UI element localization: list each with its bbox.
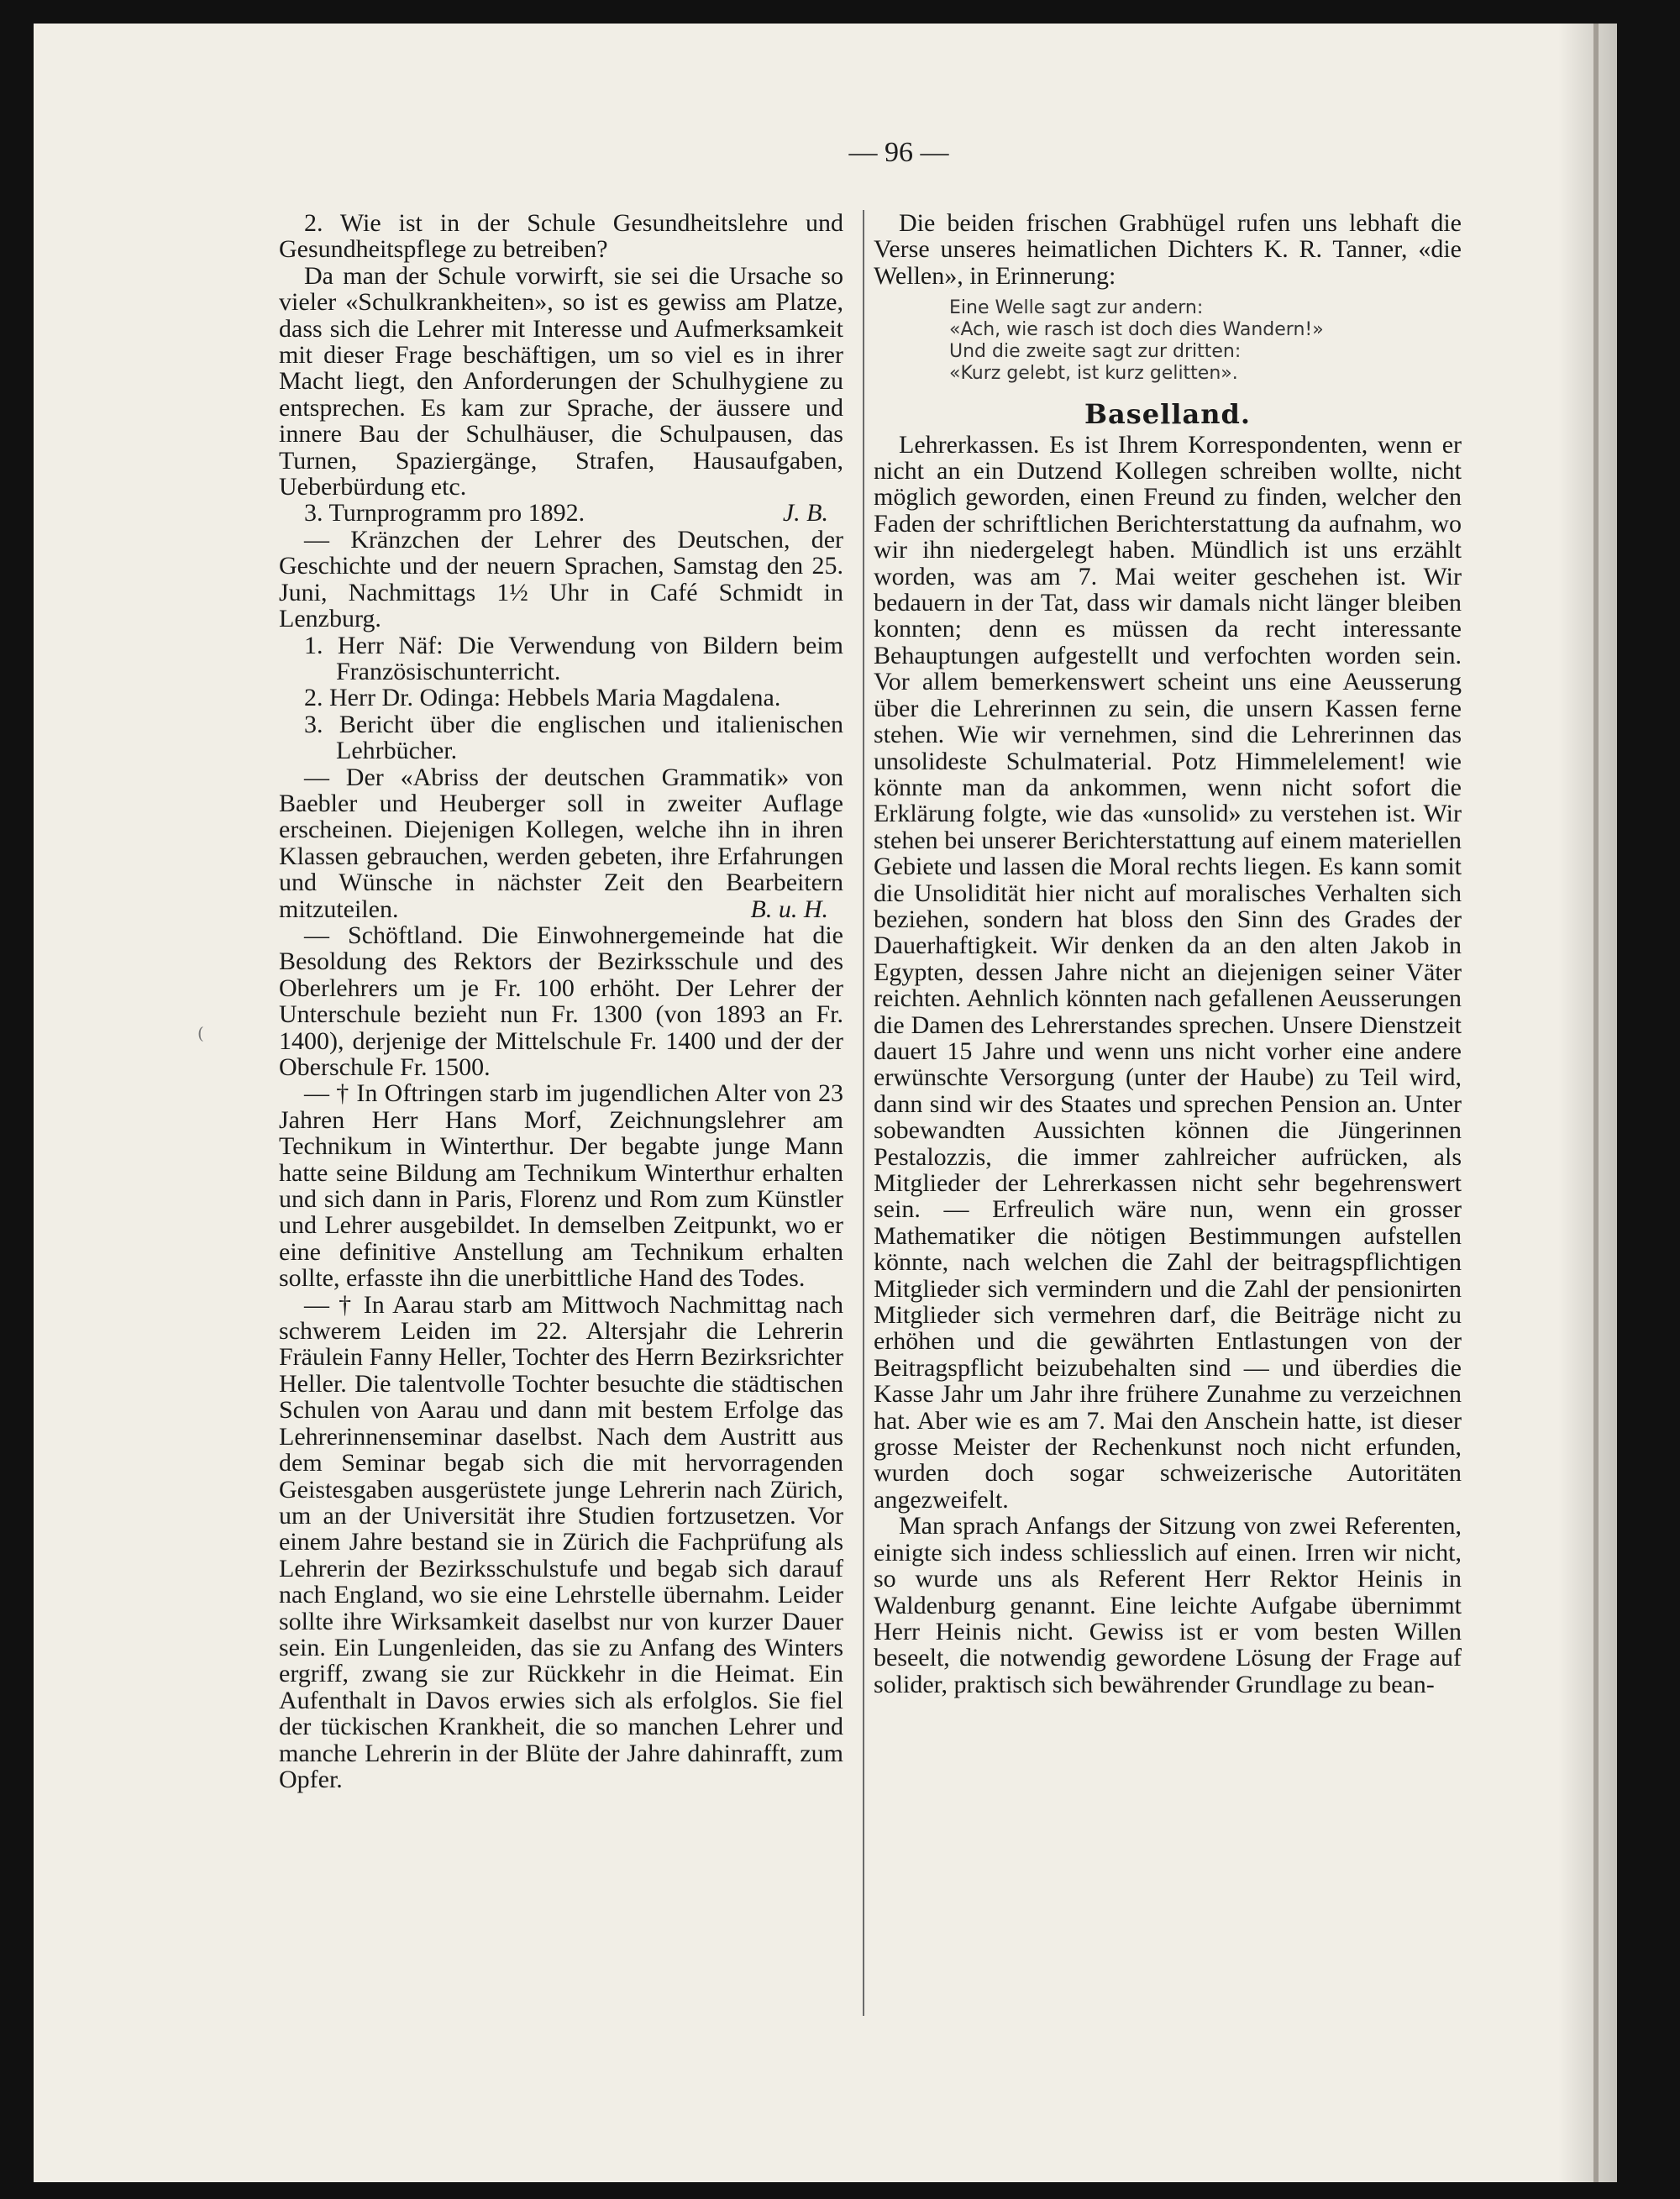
column-divider: [863, 210, 864, 2016]
newspaper-page: [34, 24, 1617, 2182]
left-paragraph-3-text: 3. Turnprogramm pro 1892.: [304, 499, 585, 527]
left-signature-jb: J. B.: [782, 499, 828, 527]
left-paragraph-5-text: — Der «Abriss der deutschen Grammatik» von Baebler und Heuberger soll in zweiter Auflage erscheinen. Diejenigen Kollegen, welche ihn in ihren Klassen gebrauchen, werden gebeten, ihre Erfahrungen und Wünsche in nächster Zeit den Bearbeitern mitzuteilen.: [279, 763, 843, 923]
left-signature-bh: B. u. H.: [750, 895, 828, 923]
left-paragraph-7: — † In Oftringen starb im jugendlichen Alter von 23 Jahren Herr Hans Morf, Zeichnungslehrer am Technikum in Winterthur. Der begabte junge Mann hatte seine Bildung am Technikum Winterthur erhalten und sich dann in Paris, Florenz und Rom zum Künstler und Lehrer ausgebildet. In demselben Zeitpunkt, wo er eine definitive Anstellung am Technikum erhalten sollte, erfasste ihn die unerbittliche Hand des Todes.: [279, 1079, 843, 1293]
right-paragraph-3: Man sprach Anfangs der Sitzung von zwei Referenten, einigte sich indess schliesslich auf einen. Irren wir nicht, so wurde uns als Referent Herr Rektor Heinis in Waldenburg genannt. Eine leichte Aufgabe übernimmt Herr Heinis nicht. Gewiss ist er vom besten Willen beseelt, die notwendig gewordene Lösung der Frage auf solider, praktisch sich bewährender Grundlage zu bean-: [874, 1512, 1462, 1698]
left-paragraph-2: Da man der Schule vorwirft, sie sei die Ursache so vieler «Schulkrankheiten», so ist es gewiss am Platze, dass sich die Lehrer mit Interesse und Aufmerksamkeit mit dieser Frage beschäftigen, um so viel es in ihrer Macht liegt, den Anforderungen der Schulhygiene zu entsprechen. Es kam zur Sprache, der äussere und innere Bau der Schulhäuser, die Schulpausen, das Turnen, Spaziergänge, Strafen, Hausaufgaben, Ueberbürdung etc.: [279, 261, 843, 501]
page-edge-shadow: [1558, 24, 1617, 2182]
margin-mark: (: [197, 1023, 204, 1043]
poem-line-2: «Ach, wie rasch ist doch dies Wandern!»: [949, 319, 1324, 341]
left-paragraph-4: — Kränzchen der Lehrer des Deutschen, der Geschichte und der neuern Sprachen, Samstag den 25. Juni, Nachmittags 1½ Uhr in Café Schmidt in Lenzburg.: [279, 525, 843, 633]
left-paragraph-1: 2. Wie ist in der Schule Gesundheitslehre und Gesundheitspflege zu betreiben?: [279, 209, 843, 264]
right-paragraph-1: Die beiden frischen Grabhügel rufen uns lebhaft die Verse unseres heimatlichen Dichters K. R. Tanner, «die Wellen», in Erinnerung:: [874, 209, 1462, 290]
poem-line-3: Und die zweite sagt zur dritten:: [949, 341, 1242, 363]
left-column: [279, 210, 843, 1792]
right-column: [874, 210, 1462, 1698]
left-paragraph-5: [279, 764, 843, 922]
right-paragraph-2: Lehrerkassen. Es ist Ihrem Korrespondenten, wenn er nicht an ein Dutzend Kollegen schreiben wollte, nicht möglich geworden, einen Freund zu finden, welcher den Faden der schriftlichen Berichterstattung da aufnahm, wo wir ihn niedergelegt haben. Mündlich ist uns erzählt worden, was am 7. Mai weiter geschehen ist. Wir bedauern in der Tat, dass wir damals nicht länger bleiben konnten; denn es müssen da recht interessante Behauptungen aufgestellt und verfochten worden sein. Vor allem bemerkenswert scheint uns eine Aeusserung über die Lehrerinnen zu sein, die unsern Kassen ferne stehen. Wie wir vernehmen, sind die Lehrerinnen das unsolideste Schulmaterial. Potz Himmelelement! wie könnte man da ankommen, wenn nicht sofort die Erklärung folgte, wie das «unsolid» zu verstehen ist. Wir stehen bei unserer Berichterstattung auf einem materiellen Gebiete und lassen die Moral rechts liegen. Es kann somit die Unsolidität hier nicht auf moralisches Verhalten sich beziehen, sondern hat bloss den Sinn des Grades der Dauerhaftigkeit. Wir denken da an den alten Jakob in Egypten, dessen Jahre nicht an diejenigen seiner Väter reichten. Aehnlich könnten nach gefallenen Aeusserungen die Damen des Lehrerstandes sprechen. Unsere Dienstzeit dauert 15 Jahre und wenn uns nicht vorher eine andere erwünschte Versorgung (unter der Haube) zu Teil wird, dann sind wir des Staates und sprechen Pension an. Unter sobewandten Aussichten können die Jüngerinnen Pestalozzis, die immer zahlreicher aufrücken, als Mitglieder der Lehrerkassen nicht sehr begehrenswert sein. — Erfreulich wäre nun, wenn ein grosser Mathematiker die nötigen Bestimmungen aufstellen könnte, nach welchen die Zahl der beitragspflichtigen Mitglieder sich vermindern und die Zahl der pensionirten Mitglieder sich vermehren darf, die Beiträge nicht zu erhöhen und die gewährten Entlastungen von der Beitragspflicht beizubehalten sind — und überdies die Kasse Jahr um Jahr ihre frühere Zunahme zu verzeichnen hat. Aber wie es am 7. Mai den Anschein hatte, ist dieser grosse Meister der Rechenkunst noch nicht erfunden, wurden doch sogar schweizerische Autoritäten angezweifelt.: [874, 430, 1462, 1514]
left-list-item-3: 3. Bericht über die englischen und italienischen Lehrbücher.: [304, 710, 843, 765]
left-paragraph-8: — † In Aarau starb am Mittwoch Nachmittag nach schwerem Leiden im 22. Altersjahr die Lehrerin Fräulein Fanny Heller, Tochter des Herrn Bezirksrichter Heller. Die talentvolle Tochter besuchte die städtischen Schulen von Aarau und dann mit bestem Erfolge das Lehrerinnenseminar daselbst. Nach dem Austritt aus dem Seminar begab sich die mit hervorragenden Geistesgaben ausgerüstete junge Lehrerin nach Zürich, um an der Universität ihre Studien fortzusetzen. Vor einem Jahre bestand sie in Zürich die Fachprüfung als Lehrerin der Bezirksschulstufe und begab sich darauf nach England, wo sie eine Lehrstelle übernahm. Leider sollte ihre Wirksamkeit daselbst nur von kurzer Dauer sein. Ein Lungenleiden, das sie zu Anfang des Winters ergriff, zwang sie zur Rückkehr in die Heimat. Ein Aufenthalt in Davos erwies sich als erfolglos. Sie fiel der tückischen Krankheit, die so manchen Lehrer und manche Lehrerin in der Blüte der Jahre dahinrafft, zum Opfer.: [279, 1290, 843, 1793]
poem-line-1: Eine Welle sagt zur andern:: [949, 297, 1204, 319]
poem: [874, 297, 1462, 385]
left-list-item-1: 1. Herr Näf: Die Verwendung von Bildern beim Französischunterricht.: [304, 631, 843, 685]
page-number: — 96 —: [848, 137, 949, 168]
binding-edge: [1593, 24, 1599, 2182]
left-paragraph-6: — Schöftland. Die Einwohnergemeinde hat die Besoldung des Rektors der Bezirksschule und des Oberlehrers um je Fr. 100 erhöht. Der Lehrer der Unterschule bezieht nun Fr. 1300 (von 1893 an Fr. 1400), derjenige der Mittelschule Fr. 1400 und der der Oberschule Fr. 1500.: [279, 921, 843, 1081]
poem-line-4: «Kurz gelebt, ist kurz gelitten».: [949, 363, 1238, 385]
left-paragraph-3: [279, 500, 843, 526]
left-list-item-2: 2. Herr Dr. Odinga: Hebbels Maria Magdalena.: [304, 684, 781, 712]
section-heading-baselland: Baselland.: [1084, 398, 1251, 431]
